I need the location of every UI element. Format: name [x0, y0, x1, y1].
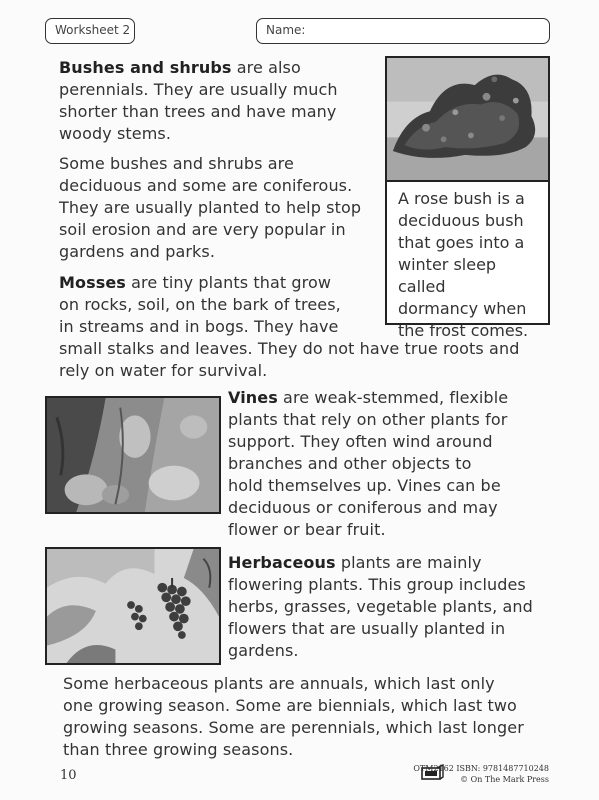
- herbaceous-line: herbs, grasses, vegetable plants, and: [228, 597, 533, 616]
- copyright-text: © On The Mark Press: [460, 775, 549, 784]
- caption-line: that goes into a: [398, 233, 525, 252]
- vines-line: plants that rely on other plants for: [228, 410, 508, 429]
- mosses-line: on rocks, soil, on the bark of trees,: [59, 295, 341, 314]
- isbn-text: OTM2162 ISBN: 9781487710248: [413, 764, 549, 773]
- closing-paragraph: [63, 673, 553, 761]
- caption-line: A rose bush is a: [398, 189, 525, 208]
- vines-title: Vines: [228, 388, 278, 407]
- mosses-line: in streams and in bogs. They have: [59, 317, 339, 336]
- bushes-line: They are usually planted to help stop: [59, 198, 362, 217]
- vines-line: support. They often wind around: [228, 432, 493, 451]
- herbaceous-title: Herbaceous: [228, 553, 336, 572]
- caption-line: deciduous bush: [398, 211, 524, 230]
- vines-line: flower or bear fruit.: [228, 520, 386, 539]
- page-number: 10: [60, 768, 77, 783]
- closing-line: one growing season. Some are biennials, which last two: [63, 696, 517, 715]
- caption-line: the frost comes.: [398, 321, 529, 340]
- caption-line: winter sleep called: [398, 255, 497, 296]
- bushes-line: soil erosion and are very popular in: [59, 220, 346, 239]
- herbaceous-line: gardens.: [228, 641, 299, 660]
- vines-line: branches and other objects to: [228, 454, 472, 473]
- closing-line: than three growing seasons.: [63, 740, 294, 759]
- bushes-paragraph-2: [59, 153, 379, 263]
- bushes-title: Bushes and shrubs: [59, 58, 232, 77]
- vines-line: hold themselves up. Vines can be: [228, 476, 501, 495]
- bushes-line: woody stems.: [59, 124, 172, 143]
- mosses-line: small stalks and leaves. They do not have true roots and: [59, 339, 520, 358]
- publisher-info: [413, 763, 549, 785]
- herbaceous-line: flowers that are usually planted in: [228, 619, 506, 638]
- worksheet-label: Worksheet 2: [45, 18, 135, 44]
- herbaceous-line: flowering plants. This group includes: [228, 575, 526, 594]
- bushes-line: shorter than trees and have many: [59, 102, 337, 121]
- moss-photo: [45, 396, 221, 514]
- mosses-paragraph: [59, 272, 549, 382]
- vines-line: are weak-stemmed, flexible: [283, 388, 509, 407]
- bushes-line: Some bushes and shrubs are: [59, 154, 294, 173]
- bushes-line: perennials. They are usually much: [59, 80, 338, 99]
- bushes-paragraph: [59, 57, 379, 145]
- herbaceous-paragraph: [228, 552, 553, 662]
- mosses-title: Mosses: [59, 273, 126, 292]
- mosses-line: are tiny plants that grow: [131, 273, 332, 292]
- closing-line: growing seasons. Some are perennials, which last longer: [63, 718, 524, 737]
- mosses-line: rely on water for survival.: [59, 361, 268, 380]
- bushes-line: are also: [236, 58, 301, 77]
- vines-line: deciduous or coniferous and may: [228, 498, 498, 517]
- grape-vine-photo: [45, 547, 221, 665]
- closing-line: Some herbaceous plants are annuals, which last only: [63, 674, 495, 693]
- rose-bush-photo: [385, 56, 550, 182]
- bushes-line: gardens and parks.: [59, 242, 216, 261]
- caption-line: dormancy when: [398, 299, 527, 318]
- herbaceous-line: plants are mainly: [340, 553, 482, 572]
- name-field[interactable]: Name:: [256, 18, 550, 44]
- bushes-line: deciduous and some are coniferous.: [59, 176, 353, 195]
- vines-paragraph: [228, 387, 553, 541]
